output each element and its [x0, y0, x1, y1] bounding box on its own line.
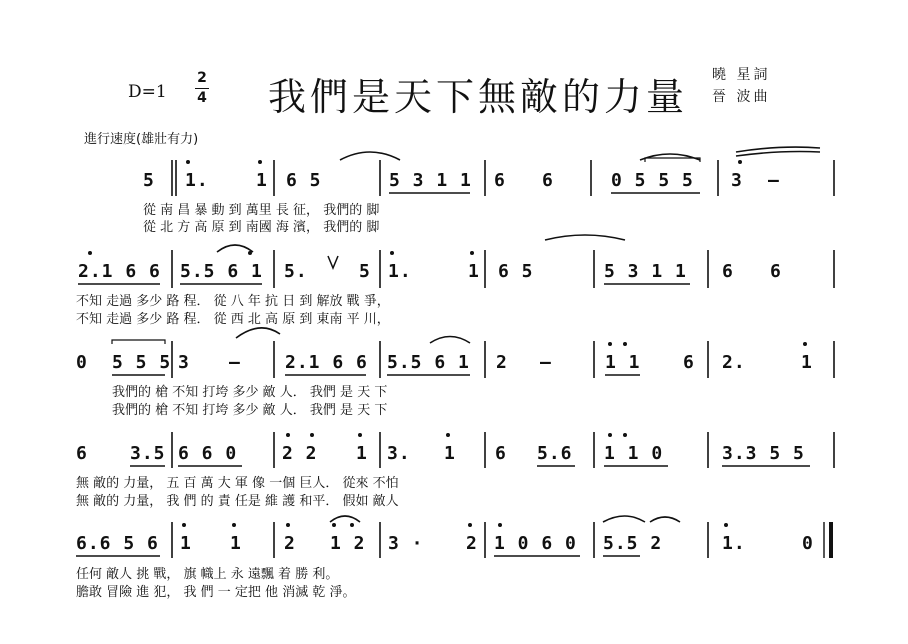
lyrics-verse-2: 我們的 槍 不知 打垮 多少 敵 人． 我們 是 天 下	[112, 403, 388, 418]
note-group: 0	[802, 533, 814, 554]
lyrics-verse-1: 從 南 昌 暴 動 到 萬里 長 征， 我們的 脚	[143, 203, 380, 218]
octave-dot	[258, 160, 262, 164]
octave-dot	[332, 523, 336, 527]
octave-dot	[724, 523, 728, 527]
note-group: 2	[496, 352, 508, 373]
note-group: 1	[468, 261, 480, 282]
note-group: 5 5 5	[112, 352, 172, 373]
octave-dot	[608, 433, 612, 437]
slur	[430, 337, 470, 344]
key-signature: D=1	[128, 82, 167, 102]
lyrics-verse-1: 我們的 槍 不知 打垮 多少 敵 人． 我們 是 天 下	[112, 385, 388, 400]
note-group: 5.	[284, 261, 308, 282]
note-group: 0	[76, 352, 88, 373]
note-group: 5.5 6 1	[387, 352, 470, 373]
note-group: 0 5 5 5	[611, 170, 694, 191]
note-group: 5	[143, 170, 155, 191]
octave-dot	[738, 160, 742, 164]
octave-dot	[390, 251, 394, 255]
slur	[236, 328, 280, 338]
note-group: 1	[444, 443, 456, 464]
note-group: 5.5 6 1	[180, 261, 263, 282]
lyrics-verse-2: 無 敵的 力量， 我 們 的 責 任是 維 護 和平． 假如 敵人	[76, 494, 399, 509]
note-group: 1	[180, 533, 192, 554]
slur	[650, 517, 680, 522]
note-group: 6.6 5 6	[76, 533, 159, 554]
octave-dot	[286, 433, 290, 437]
note-group: 2	[466, 533, 478, 554]
note-group: 6	[495, 443, 507, 464]
note-group: 5 3 1 1	[389, 170, 472, 191]
octave-dot	[182, 523, 186, 527]
note-group: –	[768, 170, 780, 191]
note-group: 1.	[722, 533, 746, 554]
note-group: 2.1 6 6	[285, 352, 368, 373]
tempo-marking: 進行速度(雄壯有力)	[84, 132, 199, 147]
lyrics-verse-2: 膽敢 冒險 進 犯， 我 們 一 定把 他 消滅 乾 淨。	[76, 585, 356, 600]
slur	[340, 152, 400, 160]
note-group: 1	[356, 443, 368, 464]
note-group: 5.6	[537, 443, 573, 464]
lyrics-verse-1: 不知 走過 多少 路 程． 從 八 年 抗 日 到 解放 戰 爭，	[76, 294, 390, 309]
note-group: 1 1 0	[604, 443, 664, 464]
note-group: 2.1 6 6	[78, 261, 161, 282]
note-group: 5 3 1 1	[604, 261, 687, 282]
note-group: 1 1	[605, 352, 641, 373]
lyricist-credit: 曉 星詞	[712, 67, 771, 83]
octave-dot	[232, 523, 236, 527]
triplet-bracket	[112, 340, 165, 344]
note-group: 1.	[185, 170, 209, 191]
note-group: 1.	[388, 261, 412, 282]
octave-dot	[88, 251, 92, 255]
time-signature-bottom: 4	[197, 90, 207, 106]
note-group: 1 2	[330, 533, 366, 554]
slur	[217, 245, 253, 252]
note-group: 6	[770, 261, 782, 282]
slur	[330, 516, 360, 522]
note-group: 6 5	[498, 261, 534, 282]
note-group: 2	[284, 533, 296, 554]
note-group: 2 2	[282, 443, 318, 464]
note-group: 6	[76, 443, 88, 464]
note-group: 3	[178, 352, 190, 373]
note-group: –	[540, 352, 552, 373]
note-group: 3.3 5 5	[722, 443, 805, 464]
note-group: 5.5 2	[603, 533, 663, 554]
note-group: 3 ·	[388, 533, 424, 554]
note-group: 6	[683, 352, 695, 373]
lyrics-verse-1: 無 敵的 力量， 五 百 萬 大 軍 像 一個 巨人． 從來 不怕	[76, 476, 399, 491]
triplet-bracket	[645, 158, 700, 162]
note-group: –	[229, 352, 241, 373]
breath-mark	[328, 256, 338, 268]
octave-dot	[446, 433, 450, 437]
lyrics-verse-1: 任何 敵人 挑 戰， 旗 幟上 永 遠飄 着 勝 利。	[76, 567, 339, 582]
time-signature-top: 2	[197, 70, 207, 86]
note-group: 3.5	[130, 443, 166, 464]
note-group: 3.	[387, 443, 411, 464]
note-group: 3	[731, 170, 743, 191]
song-title: 我們是天下無敵的力量	[268, 75, 689, 119]
lyrics-verse-2: 不知 走過 多少 路 程． 從 西 北 高 原 到 東南 平 川，	[76, 312, 390, 327]
octave-dot	[803, 342, 807, 346]
octave-dot	[186, 160, 190, 164]
note-group: 5	[359, 261, 371, 282]
note-group: 1	[256, 170, 268, 191]
octave-dot	[310, 433, 314, 437]
lyrics-verse-2: 從 北 方 高 原 到 南國 海 濱， 我們的 脚	[143, 220, 380, 235]
note-group: 6	[494, 170, 506, 191]
note-group: 1	[801, 352, 813, 373]
composer-credit: 晉 波曲	[712, 89, 771, 105]
slur	[640, 154, 700, 160]
octave-dot	[286, 523, 290, 527]
slur	[545, 235, 625, 240]
octave-dot	[470, 251, 474, 255]
octave-dot	[623, 342, 627, 346]
octave-dot	[358, 433, 362, 437]
note-group: 6	[722, 261, 734, 282]
slur	[603, 516, 645, 522]
octave-dot	[248, 251, 252, 255]
note-group: 6 5	[286, 170, 322, 191]
octave-dot	[350, 523, 354, 527]
note-group: 1 0 6 0	[494, 533, 577, 554]
octave-dot	[623, 433, 627, 437]
note-group: 2.	[722, 352, 746, 373]
octave-dot	[608, 342, 612, 346]
note-group: 1	[230, 533, 242, 554]
octave-dot	[498, 523, 502, 527]
tie	[736, 152, 820, 157]
octave-dot	[468, 523, 472, 527]
note-group: 6	[542, 170, 554, 191]
note-group: 6 6 0	[178, 443, 238, 464]
